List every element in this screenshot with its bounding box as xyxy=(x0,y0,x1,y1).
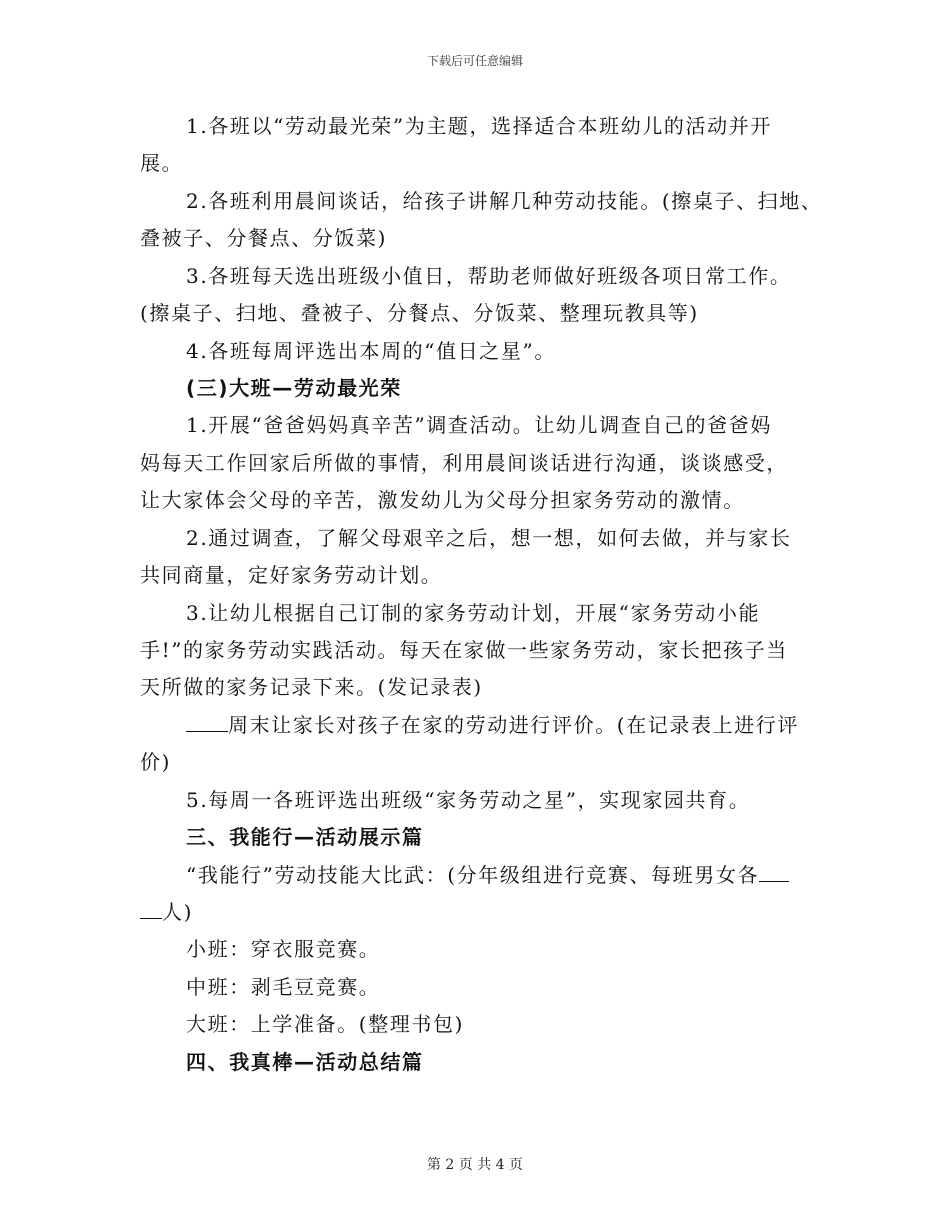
paragraph-line: 3.让幼儿根据自己订制的家务劳动计划，开展“家务劳动小能 xyxy=(186,601,761,625)
paragraph-line: 小班：穿衣服竞赛。 xyxy=(186,937,381,961)
paragraph-line: 让大家体会父母的辛苦，激发幼儿为父母分担家务劳动的激情。 xyxy=(140,488,745,512)
fill-blank xyxy=(140,900,162,919)
paragraph-line: 4.各班每周评选出本周的“值日之星”。 xyxy=(186,339,556,363)
paragraph-line: 3.各班每天选出班级小值日，帮助老师做好班级各项日常工作。 xyxy=(186,264,792,288)
paragraph-line: 妈每天工作回家后所做的事情，利用晨间谈话进行沟通，谈谈感受， xyxy=(140,451,788,475)
paragraph-line: 周末让家长对孩子在家的劳动进行评价。(在记录表上进行评 xyxy=(186,713,799,737)
paragraph-line: 手!”的家务劳动实践活动。每天在家做一些家务劳动，家长把孩子当 xyxy=(140,638,788,662)
section-heading: 三、我能行—活动展示篇 xyxy=(186,825,424,849)
paragraph-line: 共同商量，定好家务劳动计划。 xyxy=(140,563,443,587)
page-header: 下载后可任意编辑 xyxy=(426,54,523,68)
paragraph-line: 价) xyxy=(140,750,172,774)
paragraph-line: 天所做的家务记录下来。(发记录表) xyxy=(140,675,483,699)
paragraph-line: (擦桌子、扫地、叠被子、分餐点、分饭菜、整理玩教具等) xyxy=(140,301,699,325)
paragraph-line: 叠被子、分餐点、分饭菜) xyxy=(140,226,388,250)
paragraph-line: 5.每周一各班评选出班级“家务劳动之星”，实现家园共育。 xyxy=(186,788,751,812)
paragraph-line: 展。 xyxy=(140,151,184,175)
paragraph-line: 1.各班以“劳动最光荣”为主题，选择适合本班幼儿的活动并开 xyxy=(186,114,772,138)
paragraph-line: 大班：上学准备。(整理书包) xyxy=(186,1012,465,1036)
paragraph-line: 2.各班利用晨间谈话，给孩子讲解几种劳动技能。(擦桌子、扫地、 xyxy=(186,189,823,213)
section-heading: (三)大班—劳动最光荣 xyxy=(186,376,402,400)
page-footer: 第 2 页 共 4 页 xyxy=(426,1157,524,1173)
section-heading: 四、我真棒—活动总结篇 xyxy=(186,1050,424,1074)
fill-blank xyxy=(759,863,789,882)
fill-blank xyxy=(186,713,228,732)
paragraph-line: 1.开展“爸爸妈妈真辛苦”调查活动。让幼儿调查自己的爸爸妈 xyxy=(186,413,772,437)
paragraph-line: “我能行”劳动技能大比武：(分年级组进行竞赛、每班男女各 xyxy=(186,863,789,887)
paragraph-line: 人) xyxy=(140,900,193,924)
paragraph-line: 2.通过调查，了解父母艰辛之后，想一想，如何去做，并与家长 xyxy=(186,526,792,550)
paragraph-line: 中班：剥毛豆竞赛。 xyxy=(186,975,381,999)
